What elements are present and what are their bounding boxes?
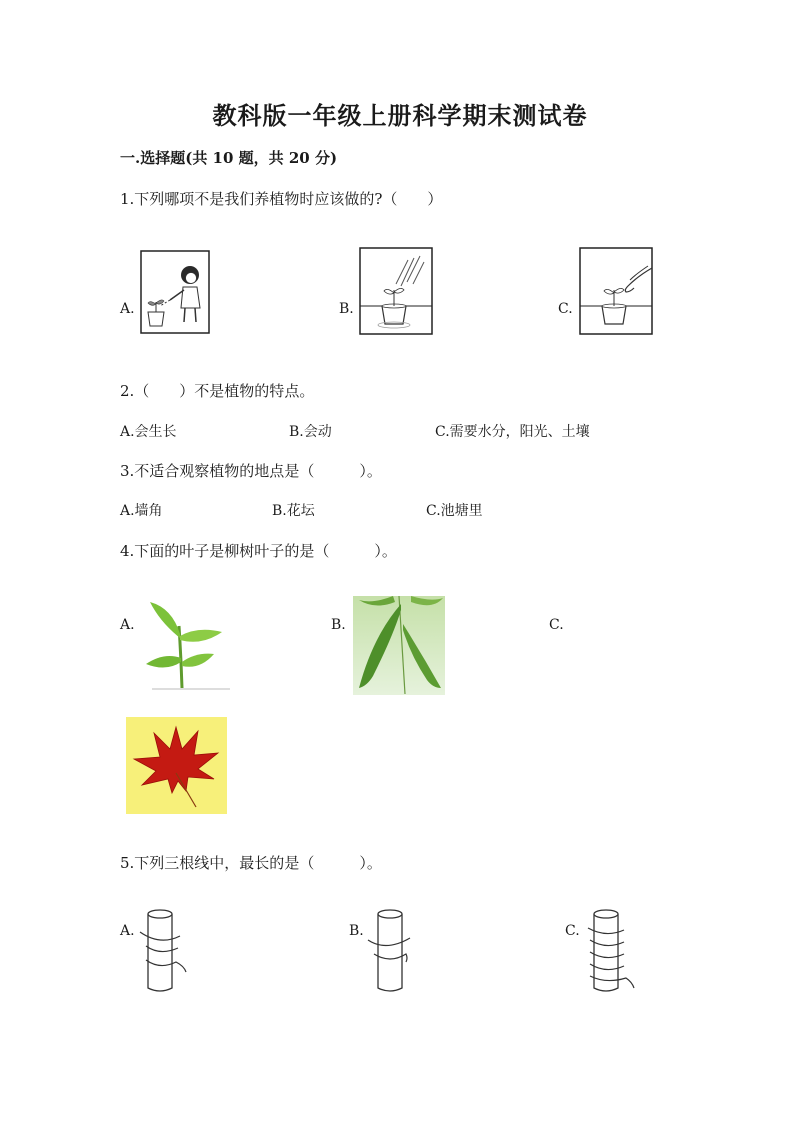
q4-option-b-label: B. [331, 617, 346, 633]
q3-option-c: C.池塘里 [426, 503, 483, 519]
q4-option-a-label: A. [120, 617, 135, 633]
section-heading: 一.选择题(共 10 题，共 20 分) [120, 149, 338, 167]
q5-option-c-label: C. [565, 923, 580, 939]
q5-option-b-label: B. [349, 923, 364, 939]
question-4: 4.下面的叶子是柳树叶子的是（ ）。 [120, 542, 397, 560]
question-2: 2.（ ）不是植物的特点。 [120, 382, 315, 400]
rope-wrapped-post-icon [136, 906, 196, 996]
question-3: 3.不适合观察植物的地点是（ ）。 [120, 462, 382, 480]
plant-in-rain-icon [358, 246, 434, 336]
q3-option-b: B.花坛 [272, 503, 315, 519]
q2-option-a: A.会生长 [120, 424, 177, 440]
q1-option-a-label: A. [120, 301, 135, 317]
q2-option-b: B.会动 [289, 424, 332, 440]
q3-option-a: A.墙角 [120, 503, 163, 519]
question-1: 1.下列哪项不是我们养植物时应该做的?（ ） [120, 190, 443, 208]
girl-watering-plant-icon [140, 248, 212, 336]
q1-option-b-label: B. [339, 301, 354, 317]
hand-touching-plant-icon [578, 246, 654, 336]
q2-option-c: C.需要水分，阳光、土壤 [435, 424, 590, 440]
rope-wrapped-post-icon [366, 906, 426, 996]
q4-option-c-label: C. [549, 617, 564, 633]
question-5: 5.下列三根线中，最长的是（ ）。 [120, 854, 382, 872]
q5-option-a-label: A. [120, 923, 135, 939]
willow-leaves-icon [353, 596, 445, 695]
page-title: 教科版一年级上册科学期末测试卷 [212, 101, 588, 130]
maple-leaf-icon [126, 717, 227, 814]
green-sprout-icon [140, 596, 232, 692]
rope-wrapped-post-icon [582, 906, 642, 996]
q1-option-c-label: C. [558, 301, 573, 317]
